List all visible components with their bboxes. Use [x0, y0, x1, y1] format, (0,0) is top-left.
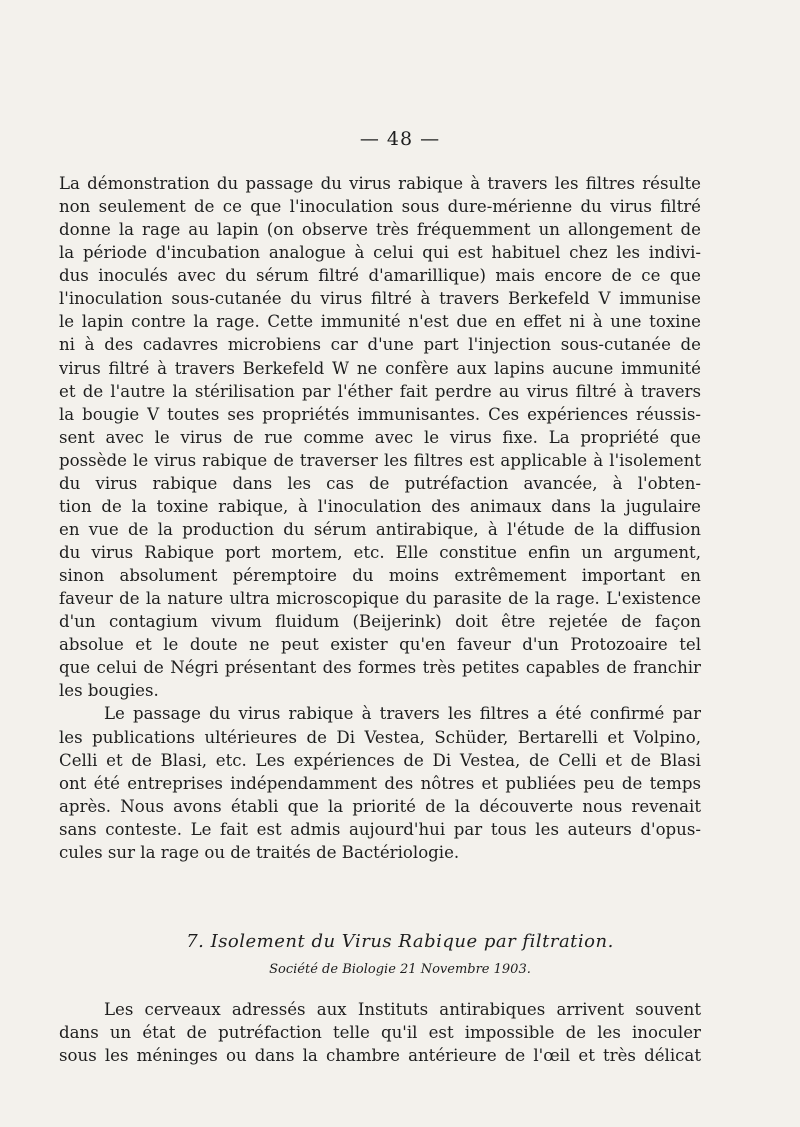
- main-text: [59, 172, 701, 864]
- text-line: que celui de Négri présentant des formes très petites capables de franchir: [59, 658, 701, 678]
- text-line: Le passage du virus rabique à travers les filtres a été confirmé par: [104, 704, 701, 724]
- page-number: — 48 —: [359, 128, 441, 150]
- text-line: d'un contagium vivum fluidum (Beijerink) doit être rejetée de façon: [59, 612, 701, 632]
- text-line: du virus rabique dans les cas de putréfaction avancée, à l'obten-: [59, 473, 701, 493]
- text-line: Celli et de Blasi, etc. Les expériences de Di Vestea, de Celli et de Blasi: [59, 750, 701, 770]
- text-line: en vue de la production du sérum antirabique, à l'étude de la diffusion: [59, 519, 701, 539]
- section-subtitle: Société de Biologie 21 Novembre 1903.: [269, 962, 531, 977]
- text-line: et de l'autre la stérilisation par l'éther fait perdre au virus filtré à travers: [59, 381, 701, 401]
- text-line: possède le virus rabique de traverser les filtres est applicable à l'isolement: [59, 450, 701, 470]
- text-line: du virus Rabique port mortem, etc. Elle constitue enfin un argument,: [59, 543, 701, 562]
- text-line: sinon absolument péremptoire du moins extrêmement important en: [59, 566, 701, 586]
- text-line: les publications ultérieures de Di Vestea, Schüder, Bertarelli et Volpino,: [59, 727, 701, 747]
- text-line: les bougies.: [59, 681, 159, 701]
- text-line: sous les méninges ou dans la chambre antérieure de l'œil et très délicat: [59, 1046, 701, 1066]
- text-line: tion de la toxine rabique, à l'inoculation des animaux dans la jugulaire: [59, 496, 701, 516]
- text-line: faveur de la nature ultra microscopique du parasite de la rage. L'existence: [59, 589, 701, 609]
- paragraph-confirmation: [59, 702, 701, 863]
- text-line: donne la rage au lapin (on observe très fréquemment un allongement de: [59, 220, 701, 240]
- text-line: absolue et le doute ne peut exister qu'en faveur d'un Protozoaire tel: [59, 635, 701, 655]
- text-line: virus filtré à travers Berkefeld W ne confère aux lapins aucune immunité: [59, 358, 701, 378]
- text-line: après. Nous avons établi que la priorité de la découverte nous revenait: [59, 796, 701, 816]
- text-line: la période d'incubation analogue à celui qui est habituel chez les indivi-: [59, 243, 701, 263]
- text-line: Les cerveaux adressés aux Instituts antirabiques arrivent souvent: [104, 1000, 701, 1019]
- text-line: sent avec le virus de rue comme avec le virus fixe. La propriété que: [59, 427, 701, 447]
- text-line: sans conteste. Le fait est admis aujourd'hui par tous les auteurs d'opus-: [59, 819, 701, 839]
- text-line: le lapin contre la rage. Cette immunité n'est due en effet ni à une toxine: [59, 312, 701, 332]
- text-line: la bougie V toutes ses propriétés immunisantes. Ces expériences réussis-: [59, 404, 701, 424]
- section-title: 7. Isolement du Virus Rabique par filtration.: [186, 931, 614, 952]
- text-line: cules sur la rage ou de traités de Bactériologie.: [59, 842, 460, 862]
- paragraph-filtration-demonstration: [59, 172, 701, 702]
- text-line: ont été entreprises indépendamment des nôtres et publiées peu de temps: [59, 773, 701, 793]
- text-line: dans un état de putréfaction telle qu'il est impossible de les inoculer: [59, 1023, 701, 1043]
- text-line: l'inoculation sous-cutanée du virus filtré à travers Berkefeld V immunise: [59, 289, 701, 309]
- text-line: La démonstration du passage du virus rabique à travers les filtres résulte: [59, 174, 701, 193]
- text-line: ni à des cadavres microbiens car d'une part l'injection sous-cutanée de: [59, 335, 701, 355]
- paragraph-isolation: [59, 998, 701, 1067]
- text-line: dus inoculés avec du sérum filtré d'amarillique) mais encore de ce que: [59, 266, 701, 286]
- text-line: non seulement de ce que l'inoculation sous dure-mérienne du virus filtré: [59, 197, 701, 217]
